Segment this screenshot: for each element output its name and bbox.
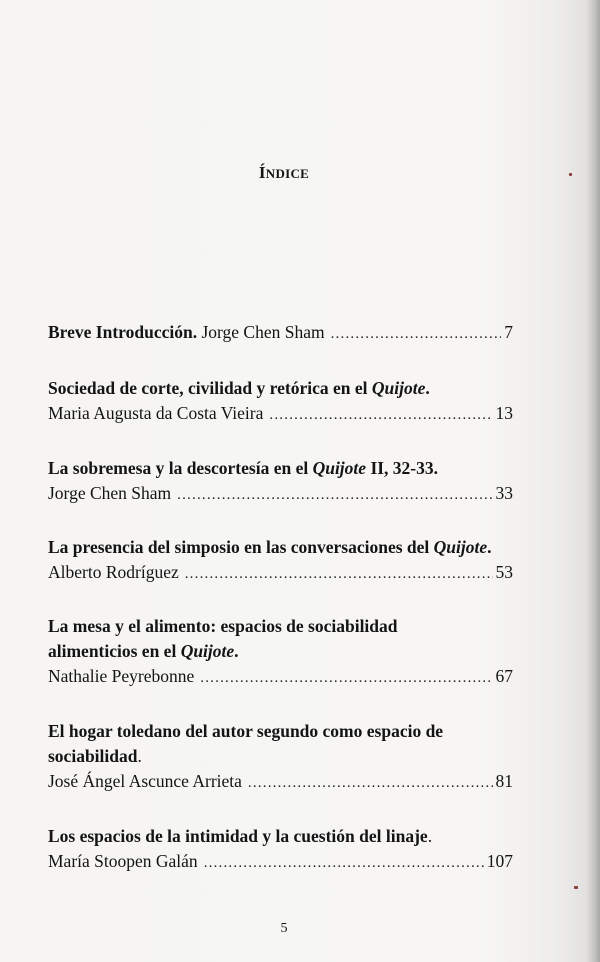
toc-heading: [48, 719, 513, 744]
dot-leader: [177, 483, 492, 508]
toc-heading-text: La mesa y el alimento: espacios de sociabilidad: [48, 616, 398, 636]
toc-heading: [48, 376, 513, 401]
toc-heading: [48, 824, 513, 849]
toc-page-number: 13: [495, 403, 513, 423]
toc-page-number: 81: [495, 771, 513, 791]
toc-line: [48, 849, 513, 876]
toc-heading-continued: [48, 744, 513, 769]
toc-author: María Stoopen Galán: [48, 851, 198, 871]
index-title: [0, 163, 568, 183]
toc-entry-1[interactable]: [48, 320, 513, 347]
toc-heading-italic: Quijote: [312, 458, 367, 478]
toc-heading-tail: .: [234, 641, 239, 661]
toc-heading-text: El hogar toledano del autor segundo como espacio de: [48, 721, 444, 741]
toc-heading-text: alimenticios en el: [48, 641, 181, 661]
toc-entry-3[interactable]: [48, 456, 513, 508]
toc-line: [48, 664, 513, 691]
toc-heading-italic: Quijote: [371, 378, 426, 398]
dot-leader: [200, 666, 492, 691]
toc-heading-tail: II, 32-33.: [366, 458, 439, 478]
toc-entry-5[interactable]: [48, 614, 513, 691]
toc-entry-4[interactable]: [48, 535, 513, 587]
page-edge-shadow: [586, 0, 600, 962]
toc-author: Alberto Rodríguez: [48, 562, 179, 582]
dot-leader: [204, 851, 484, 876]
toc-entry-7[interactable]: [48, 824, 513, 876]
page-folio-number: 5: [280, 921, 288, 936]
toc-heading: [48, 456, 513, 481]
toc-heading-italic: Quijote: [180, 641, 235, 661]
toc-line: [48, 401, 513, 428]
toc-author: José Ángel Ascunce Arrieta: [48, 771, 242, 791]
paper-speck: [574, 886, 578, 889]
toc-author: Maria Augusta da Costa Vieira: [48, 403, 264, 423]
toc-line: [48, 769, 513, 796]
dot-leader: [269, 403, 492, 428]
index-title-initial: Í: [258, 163, 266, 182]
toc-author: Nathalie Peyrebonne: [48, 666, 195, 686]
toc-line: [48, 320, 513, 347]
toc-heading: [48, 614, 513, 639]
toc-heading-text: Los espacios de la intimidad y la cuestión del linaje: [48, 826, 428, 846]
index-title-smallcaps: NDICE: [265, 166, 310, 181]
toc-page-number: 53: [495, 562, 513, 582]
toc-heading-tail: .: [487, 537, 492, 557]
toc-heading-text: Sociedad de corte, civilidad y retórica en el: [48, 378, 372, 398]
toc-heading-text: La presencia del simposio en las conversaciones del: [48, 537, 434, 557]
toc-page-number: 67: [495, 666, 513, 686]
toc-heading-tail: .: [137, 746, 142, 766]
toc-entry-2[interactable]: [48, 376, 513, 428]
toc-entry-6[interactable]: [48, 719, 513, 796]
toc-heading-text: Breve Introducción.: [48, 322, 198, 342]
toc-page-number: 7: [504, 322, 513, 342]
toc-heading-text: sociabilidad: [48, 746, 138, 766]
toc-heading-continued: [48, 639, 513, 664]
toc-author: Jorge Chen Sham: [48, 483, 172, 503]
toc-page-number: 33: [495, 483, 513, 503]
dot-leader: [331, 322, 502, 347]
toc-entry-heading-inline: [48, 320, 325, 345]
dot-leader: [185, 562, 493, 587]
toc-heading-tail: .: [427, 826, 433, 846]
dot-leader: [248, 771, 493, 796]
toc-heading-text: La sobremesa y la descortesía en el: [48, 458, 313, 478]
toc-line: [48, 560, 513, 587]
toc-author: Jorge Chen Sham: [201, 322, 325, 342]
paper-speck: [569, 173, 572, 176]
toc-heading-italic: Quijote: [433, 537, 488, 557]
toc-heading: [48, 535, 513, 560]
toc-line: [48, 481, 513, 508]
toc-page-number: 107: [486, 851, 513, 871]
toc-heading-tail: .: [425, 378, 430, 398]
